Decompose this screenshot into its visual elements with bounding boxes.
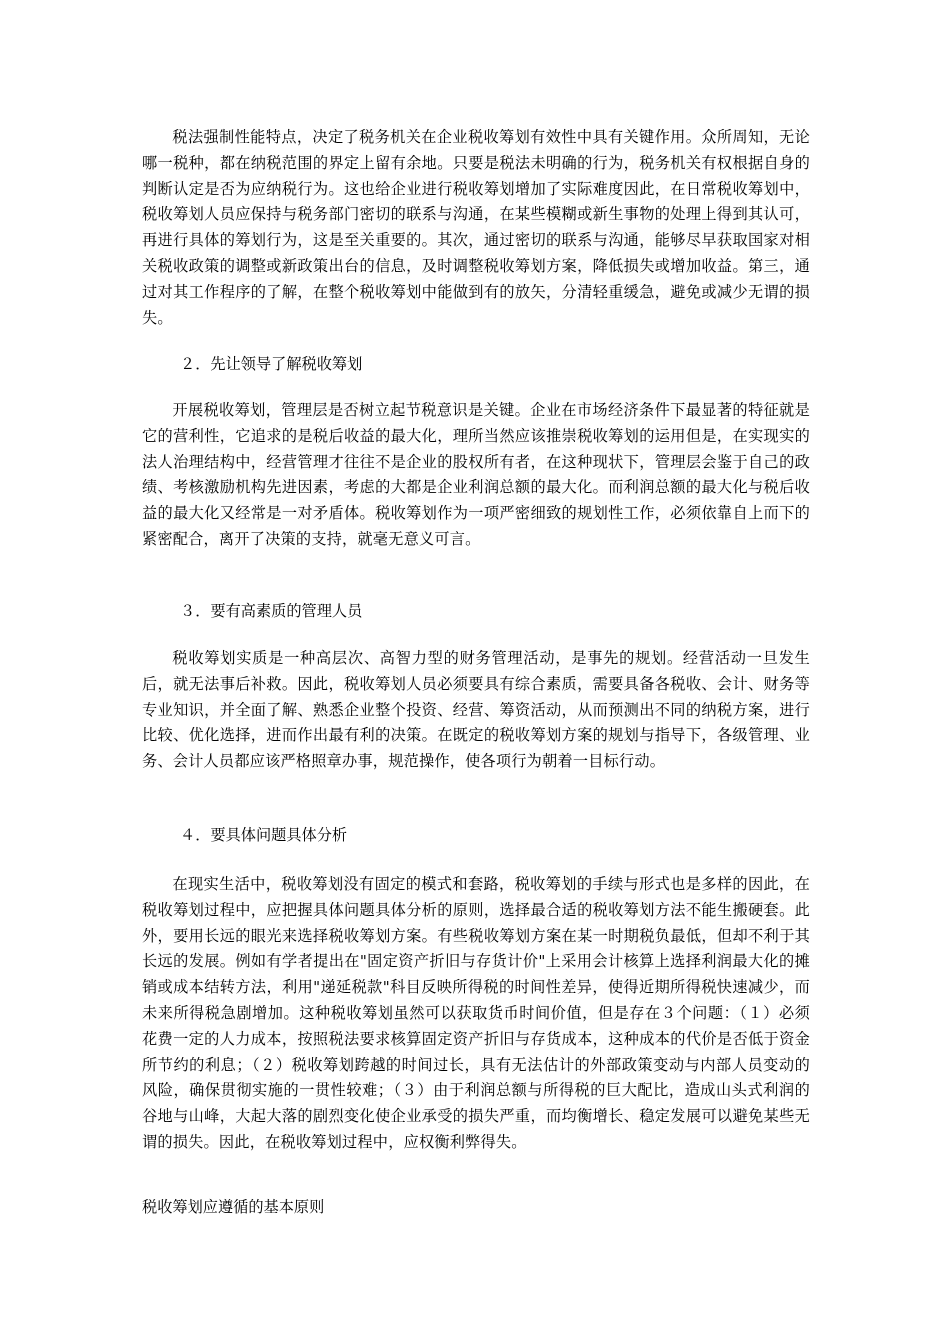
paragraph-leadership: 开展税收筹划，管理层是否树立起节税意识是关键。企业在市场经济条件下最显著的特征就是它的营利性，它追求的是税后收益的最大化，理所当然应该推崇税收筹划的运用但是，在实现实的法人治理结构中，经营管理才往往不是企业的股权所有者，在这种现状下，管理层会鉴于自己的政绩、考核激励机构先进因素，考虑的大都是企业利润总额的最大化。而利润总额的最大化与税后收益的最大化又经常是一对矛盾体。税收筹划作为一项严密细致的规划性工作，必须依靠自上而下的紧密配合，离开了决策的支持，就毫无意义可言。 bbox=[142, 401, 810, 548]
heading-personnel: ３．要有高素质的管理人员 bbox=[180, 602, 363, 620]
paragraph-tax-authority: 税法强制性能特点，决定了税务机关在企业税收筹划有效性中具有关键作用。众所周知，无论哪一税种，都在纳税范围的界定上留有余地。只要是税法未明确的行为，税务机关有权根据自身的判断认定是否为应纳税行为。这也给企业进行税收筹划增加了实际难度因此，在日常税收筹划中，税收筹划人员应保持与税务部门密切的联系与沟通，在某些模糊或新生事物的处理上得到其认可，再进行具体的筹划行为，这是至关重要的。其次，通过密切的联系与沟通，能够尽早获取国家对相关税收政策的调整或新政策出台的信息，及时调整税收筹划方案，降低损失或增加收益。第三，通过对其工作程序的了解，在整个税收筹划中能做到有的放矢，分清轻重缓急，避免或减少无谓的损失。 bbox=[142, 128, 810, 327]
heading-analysis: ４．要具体问题具体分析 bbox=[180, 826, 348, 844]
paragraph-personnel: 税收筹划实质是一种高层次、高智力型的财务管理活动，是事先的规划。经营活动一旦发生后，就无法事后补救。因此，税收筹划人员必须要具有综合素质，需要具备各税收、会计、财务等专业知识，并全面了解、熟悉企业整个投资、经营、筹资活动，从而预测出不同的纳税方案，进行比较、优化选择，进而作出最有利的决策。在既定的税收筹划方案的规划与指导下，各级管理、业务、会计人员都应该严格照章办事，规范操作，使各项行为朝着一目标行动。 bbox=[142, 649, 810, 771]
paragraph-analysis: 在现实生活中，税收筹划没有固定的模式和套路，税收筹划的手续与形式也是多样的因此，在税收筹划过程中，应把握具体问题具体分析的原则，选择最合适的税收筹划方法不能生搬硬套。此外，要用长远的眼光来选择税收筹划方案。有些税收筹划方案在某一时期税负最低，但却不利于其长远的发展。例如有学者提出在"固定资产折旧与存货计价"上采用会计核算上选择利润最大化的摊销或成本结转方法，利用"递延税款"科目反映所得税的时间性差异，使得近期所得税快速减少，而未来所得税急剧增加。这种税收筹划虽然可以获取货币时间价值，但是存在３个问题：（１）必须花费一定的人力成本，按照税法要求核算固定资产折旧与存货成本，这种成本的代价是否低于资金所节约的利息；（２）税收筹划跨越的时间过长，具有无法估计的外部政策变动与内部人员变动的风险，确保贯彻实施的一贯性较难；（３）由于利润总额与所得税的巨大配比，造成山头式利润的谷地与山峰，大起大落的剧烈变化使企业承受的损失严重，而均衡增长、稳定发展可以避免某些无谓的损失。因此，在税收筹划过程中，应权衡利弊得失。 bbox=[142, 875, 810, 1151]
heading-leadership: ２．先让领导了解税收筹划 bbox=[180, 355, 363, 373]
section-title: 税收筹划应遵循的基本原则 bbox=[142, 1198, 325, 1216]
